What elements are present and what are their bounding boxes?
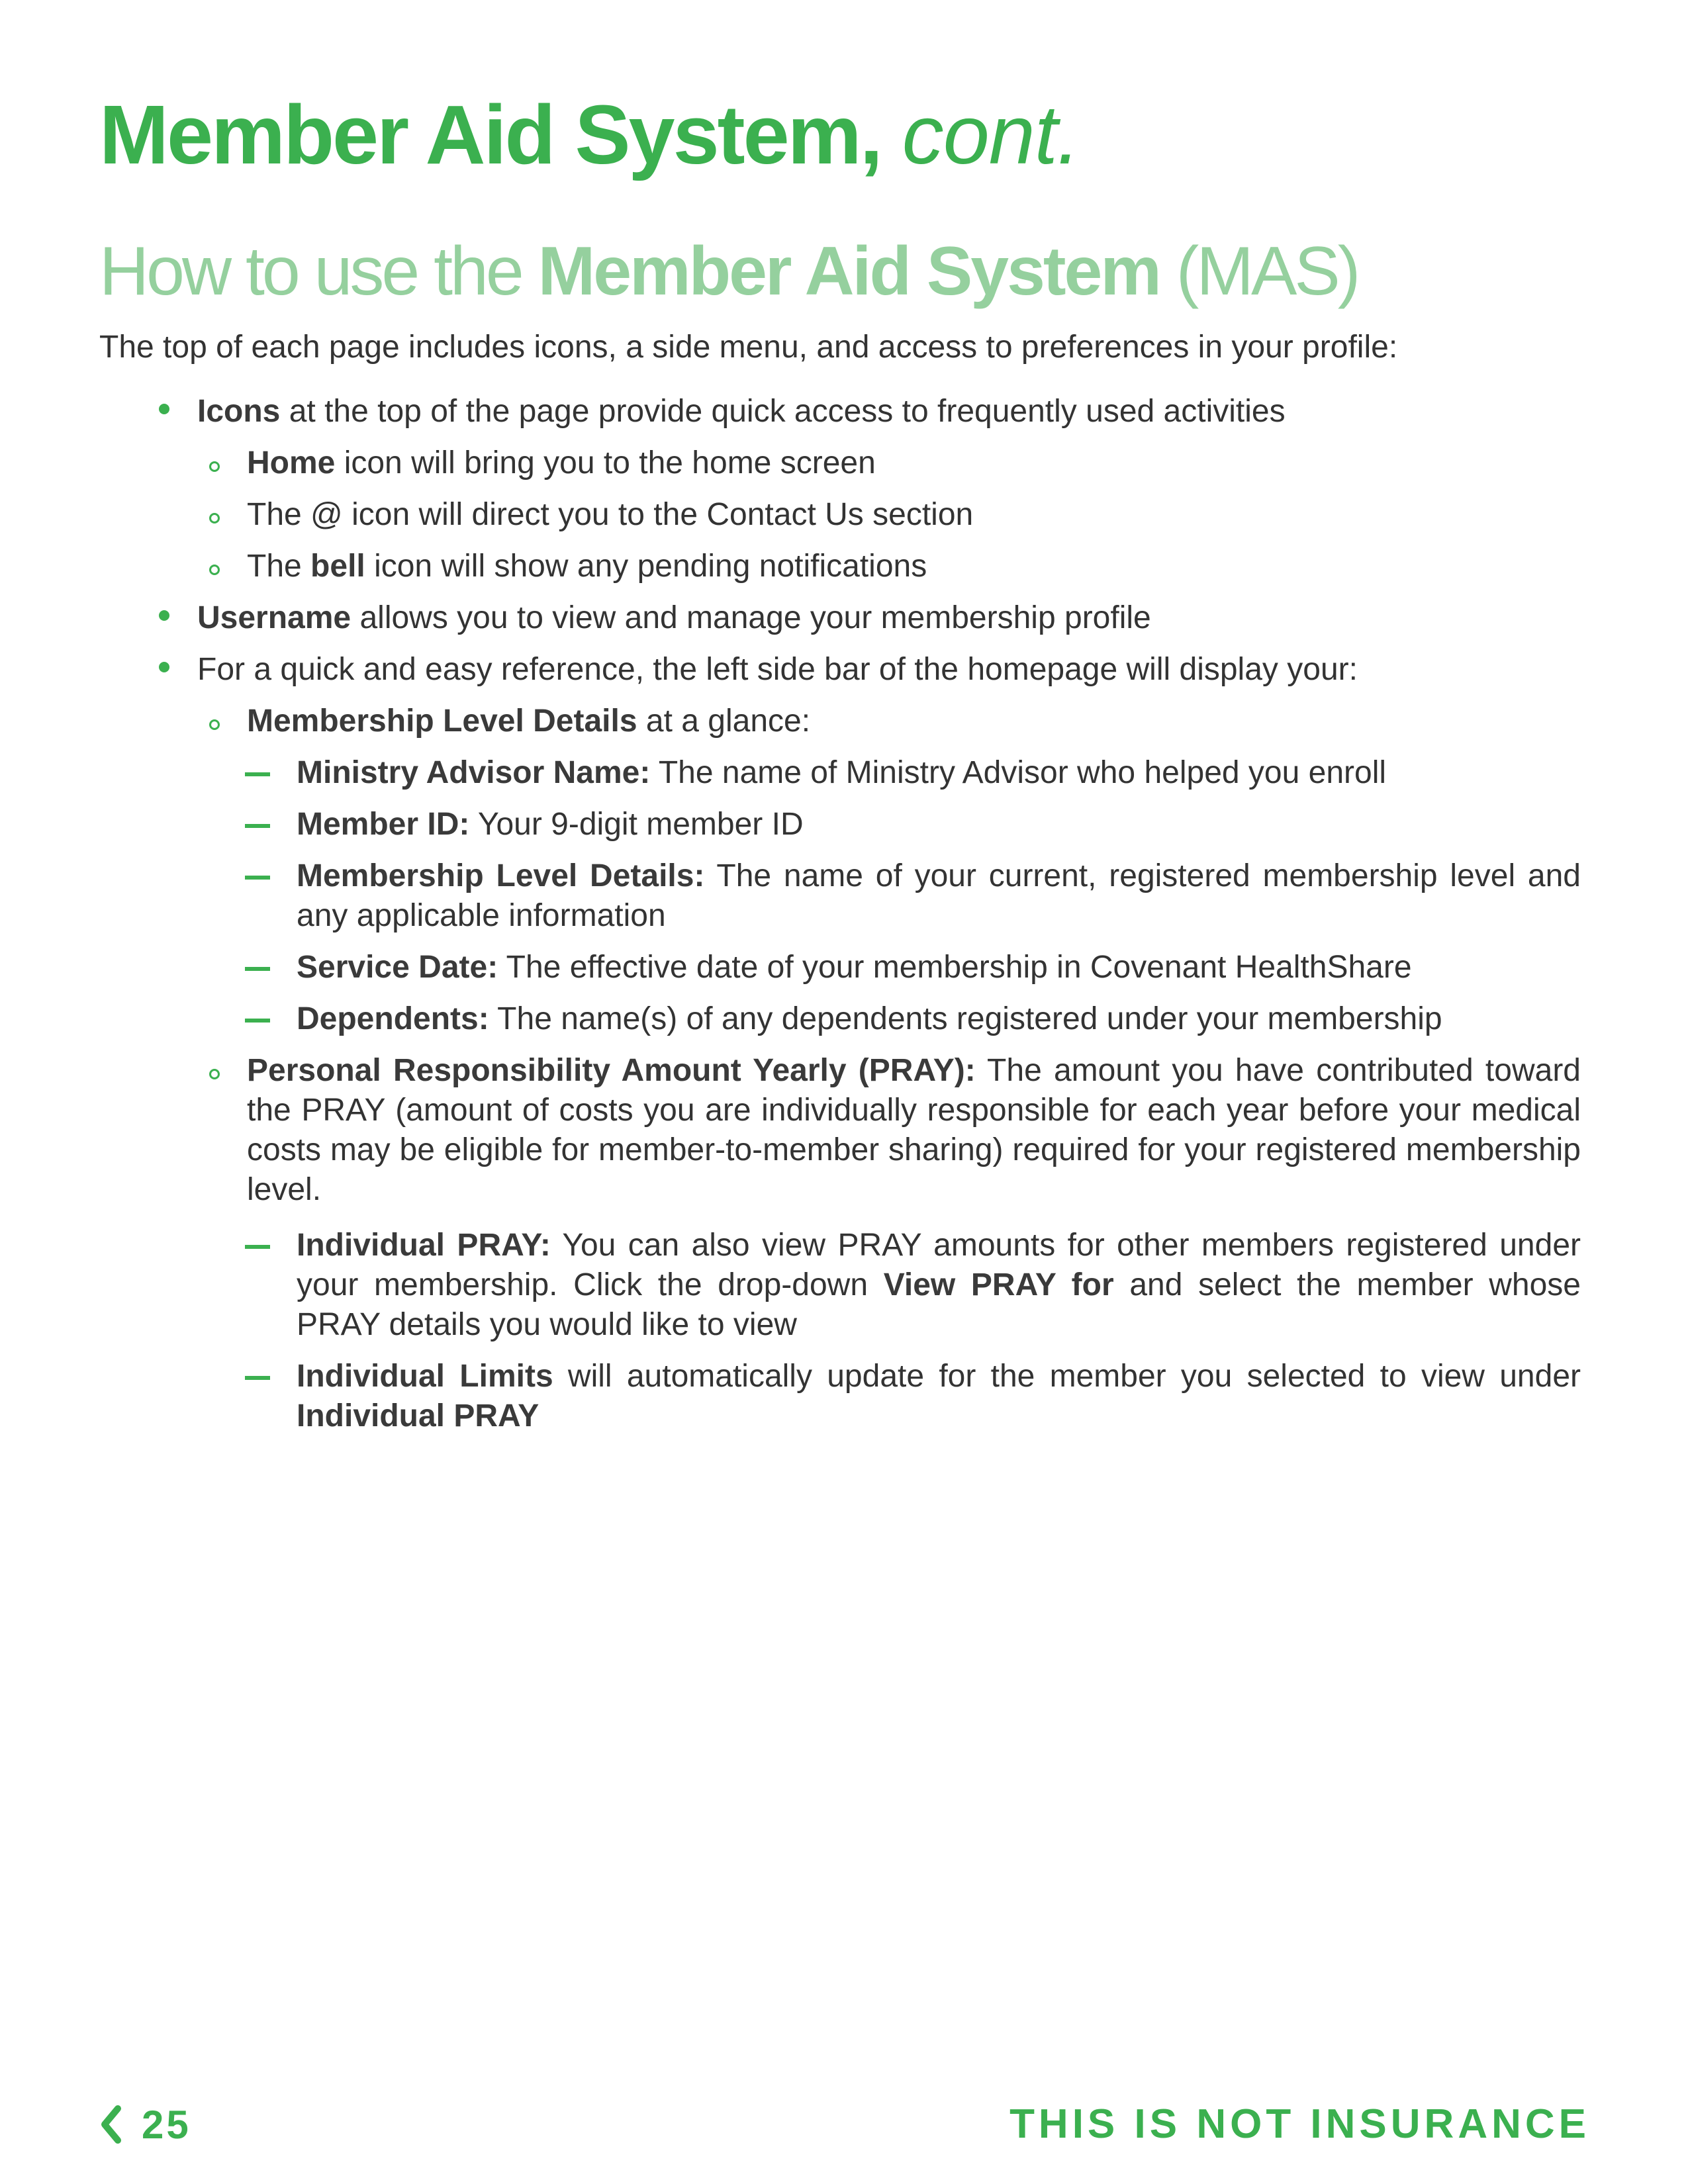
footer-disclaimer: THIS IS NOT INSURANCE	[1009, 2101, 1590, 2147]
bullet-dash	[245, 772, 270, 776]
footer-page-number	[99, 2098, 191, 2151]
bullet-dash	[245, 967, 270, 971]
list-item-sidebar: For a quick and easy reference, the left side bar of the homepage will display your:	[197, 652, 1358, 687]
section-heading-post: (MAS)	[1159, 233, 1358, 310]
chevron-left-icon[interactable]	[99, 2105, 122, 2144]
bullet-dash	[245, 1019, 270, 1023]
list-item-level: Membership Level Details: The name of your current, registered membership level and any applicable information	[297, 858, 1581, 933]
intro-text: The top of each page includes icons, a side menu, and access to preferences in your profile:	[99, 330, 1398, 365]
bullet-dot	[159, 662, 169, 672]
bullet-ring	[209, 565, 220, 575]
list-item-dependents: Dependents: The name(s) of any dependents registered under your membership	[297, 1001, 1442, 1036]
bullet-dash	[245, 1245, 270, 1249]
bullet-ring	[209, 1069, 220, 1079]
bullet-dot	[159, 610, 169, 621]
list-item-level-details: Membership Level Details at a glance:	[247, 704, 811, 739]
section-heading-pre: How to use the	[99, 233, 538, 310]
page-title-suffix: cont.	[902, 88, 1080, 181]
list-item-advisor: Ministry Advisor Name: The name of Ministry Advisor who helped you enroll	[297, 755, 1387, 790]
bullet-ring	[209, 719, 220, 730]
page-number: 25	[142, 2102, 191, 2147]
list-item-username: Username allows you to view and manage your membership profile	[197, 600, 1151, 635]
bullet-dash	[245, 1376, 270, 1380]
bullet-dash	[245, 876, 270, 880]
list-item-home: Home icon will bring you to the home screen	[247, 445, 876, 480]
list-item-pray: Personal Responsibility Amount Yearly (PRAY): The amount you have contributed toward the PRAY (amount of costs you are individually responsible for each year before your medical costs may be eligible for member-to-member sharing) required for your registered membership level.	[247, 1053, 1581, 1207]
bullet-ring	[209, 513, 220, 523]
bullet-dash	[245, 824, 270, 828]
list-item-icons: Icons at the top of the page provide quick access to frequently used activities	[197, 394, 1286, 429]
list-item-individual-limits: Individual Limits will automatically update for the member you selected to view under Individual PRAY	[297, 1359, 1581, 1433]
list-item-bell: The bell icon will show any pending notifications	[247, 549, 927, 584]
page-title	[99, 85, 1080, 185]
section-heading-bold: Member Aid System	[538, 233, 1160, 310]
list-item-at: The @ icon will direct you to the Contact Us section	[247, 497, 974, 532]
list-item-member-id: Member ID: Your 9-digit member ID	[297, 807, 804, 842]
list-item-individual-pray: Individual PRAY: You can also view PRAY amounts for other members registered under your membership. Click the drop-down View PRAY for and select the member whose PRAY details you would like to view	[297, 1228, 1581, 1342]
bullet-dot	[159, 404, 169, 414]
page-title-main: Member Aid System,	[99, 88, 881, 181]
bullet-ring	[209, 461, 220, 472]
section-heading	[99, 230, 1358, 313]
list-item-service-date: Service Date: The effective date of your membership in Covenant HealthShare	[297, 950, 1412, 985]
